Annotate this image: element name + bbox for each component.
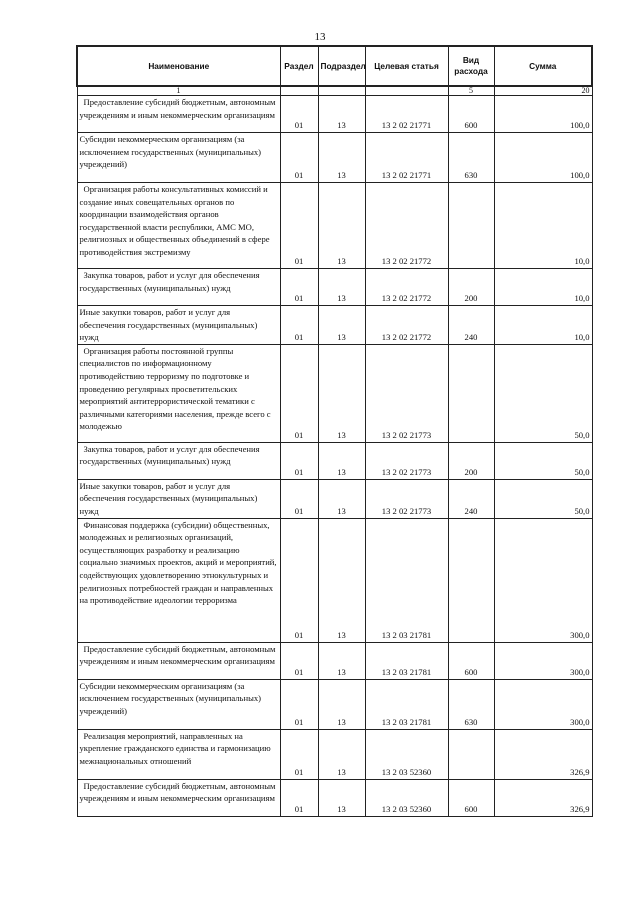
row-podrazdel: 13: [318, 679, 365, 729]
table-row: [77, 306, 592, 345]
row-vid: [448, 518, 494, 642]
row-razdel: 01: [280, 442, 318, 479]
row-razdel: 01: [280, 642, 318, 679]
column-number-vid: 5: [448, 86, 494, 96]
row-podrazdel: 13: [318, 133, 365, 183]
row-summa: 10,0: [494, 306, 592, 345]
row-celevaya: 13 2 02 21773: [365, 344, 448, 442]
row-podrazdel: 13: [318, 269, 365, 306]
row-podrazdel: 13: [318, 779, 365, 816]
row-name: Предоставление субсидий бюджетным, автономным учреждениям и иным некоммерческим организациям: [77, 642, 280, 679]
row-podrazdel: 13: [318, 442, 365, 479]
row-vid: 200: [448, 269, 494, 306]
row-razdel: 01: [280, 344, 318, 442]
row-summa: 50,0: [494, 344, 592, 442]
row-name: Финансовая поддержка (субсидии) общественных, молодежных и религиозных организаций, осуществляющих разработку и реализацию социально значимых проектов, акций и мероприятий, содействующих удовлетворению этнокультурных и религиозных потребностей граждан и направленных на противодействие идеологии терроризма: [77, 518, 280, 642]
header-podrazdel: Подраздел: [318, 46, 365, 86]
row-podrazdel: 13: [318, 344, 365, 442]
row-vid: 600: [448, 642, 494, 679]
row-celevaya: 13 2 02 21772: [365, 269, 448, 306]
table-row: [77, 729, 592, 779]
table-row: [77, 269, 592, 306]
budget-table: [76, 45, 593, 817]
row-podrazdel: 13: [318, 183, 365, 269]
column-number-razdel: [280, 86, 318, 96]
row-vid: 240: [448, 306, 494, 345]
row-razdel: 01: [280, 518, 318, 642]
row-razdel: 01: [280, 729, 318, 779]
row-celevaya: 13 2 02 21772: [365, 183, 448, 269]
column-number-summa: 20: [494, 86, 592, 96]
row-celevaya: 13 2 03 52360: [365, 729, 448, 779]
row-name: Предоставление субсидий бюджетным, автономным учреждениям и иным некоммерческим организациям: [77, 779, 280, 816]
row-name: Предоставление субсидий бюджетным, автономным учреждениям и иным некоммерческим организациям: [77, 96, 280, 133]
row-name: Субсидии некоммерческим организациям (за исключением государственных (муниципальных) учреждений): [77, 133, 280, 183]
row-summa: 300,0: [494, 518, 592, 642]
row-podrazdel: 13: [318, 306, 365, 345]
table-row: [77, 518, 592, 642]
column-number-podrazdel: [318, 86, 365, 96]
row-summa: 10,0: [494, 269, 592, 306]
row-name: Иные закупки товаров, работ и услуг для обеспечения государственных (муниципальных) нужд: [77, 306, 280, 345]
row-summa: 50,0: [494, 479, 592, 518]
row-vid: [448, 729, 494, 779]
table-row: [77, 96, 592, 133]
row-name: Закупка товаров, работ и услуг для обеспечения государственных (муниципальных) нужд: [77, 269, 280, 306]
row-razdel: 01: [280, 779, 318, 816]
row-celevaya: 13 2 02 21773: [365, 442, 448, 479]
row-celevaya: 13 2 02 21771: [365, 133, 448, 183]
row-razdel: 01: [280, 479, 318, 518]
table-row: [77, 779, 592, 816]
row-podrazdel: 13: [318, 642, 365, 679]
row-podrazdel: 13: [318, 479, 365, 518]
row-vid: 600: [448, 96, 494, 133]
column-number-celevaya: [365, 86, 448, 96]
row-celevaya: 13 2 03 21781: [365, 518, 448, 642]
row-celevaya: 13 2 02 21771: [365, 96, 448, 133]
page-number: 13: [314, 31, 326, 43]
row-summa: 10,0: [494, 183, 592, 269]
row-summa: 100,0: [494, 96, 592, 133]
row-razdel: 01: [280, 269, 318, 306]
table-row: [77, 442, 592, 479]
row-razdel: 01: [280, 133, 318, 183]
header-summa: Сумма: [494, 46, 592, 86]
row-name: Организация работы консультативных комиссий и создание иных совещательных органов по координации взаимодействия органов государственной власти республики, АМС МО, религиозных и общественных объединений в сфере противодействия экстремизму: [77, 183, 280, 269]
row-razdel: 01: [280, 306, 318, 345]
row-vid: [448, 344, 494, 442]
row-summa: 50,0: [494, 442, 592, 479]
column-number-row: [77, 86, 592, 96]
row-podrazdel: 13: [318, 729, 365, 779]
table-row: [77, 642, 592, 679]
row-razdel: 01: [280, 96, 318, 133]
row-name: Реализация мероприятий, направленных на укрепление гражданского единства и гармонизацию межнациональных отношений: [77, 729, 280, 779]
table-row: [77, 344, 592, 442]
row-celevaya: 13 2 02 21772: [365, 306, 448, 345]
row-vid: 200: [448, 442, 494, 479]
row-summa: 300,0: [494, 642, 592, 679]
row-celevaya: 13 2 03 21781: [365, 642, 448, 679]
row-podrazdel: 13: [318, 96, 365, 133]
table-row: [77, 183, 592, 269]
table-header-row: [77, 46, 592, 86]
row-celevaya: 13 2 02 21773: [365, 479, 448, 518]
row-summa: 326,9: [494, 729, 592, 779]
table-row: [77, 679, 592, 729]
row-name: Закупка товаров, работ и услуг для обеспечения государственных (муниципальных) нужд: [77, 442, 280, 479]
table-row: [77, 479, 592, 518]
row-summa: 326,9: [494, 779, 592, 816]
header-vid: Вид расхода: [448, 46, 494, 86]
row-razdel: 01: [280, 679, 318, 729]
header-razdel: Раздел: [280, 46, 318, 86]
row-name: Субсидии некоммерческим организациям (за исключением государственных (муниципальных) учреждений): [77, 679, 280, 729]
row-vid: 630: [448, 133, 494, 183]
column-number-name: 1: [77, 86, 280, 96]
row-name: Организация работы постоянной группы специалистов по информационному противодействию терроризму по подготовке и проведению регулярных просветительских мероприятий антитеррористической тематики с различными категориями населения, прежде всего с молодежью: [77, 344, 280, 442]
row-celevaya: 13 2 03 52360: [365, 779, 448, 816]
row-summa: 300,0: [494, 679, 592, 729]
row-vid: 240: [448, 479, 494, 518]
header-name: Наименование: [77, 46, 280, 86]
row-vid: 600: [448, 779, 494, 816]
row-razdel: 01: [280, 183, 318, 269]
row-celevaya: 13 2 03 21781: [365, 679, 448, 729]
row-summa: 100,0: [494, 133, 592, 183]
header-celevaya: Целевая статья: [365, 46, 448, 86]
row-podrazdel: 13: [318, 518, 365, 642]
row-vid: [448, 183, 494, 269]
row-name: Иные закупки товаров, работ и услуг для обеспечения государственных (муниципальных) нужд: [77, 479, 280, 518]
row-vid: 630: [448, 679, 494, 729]
table-row: [77, 133, 592, 183]
